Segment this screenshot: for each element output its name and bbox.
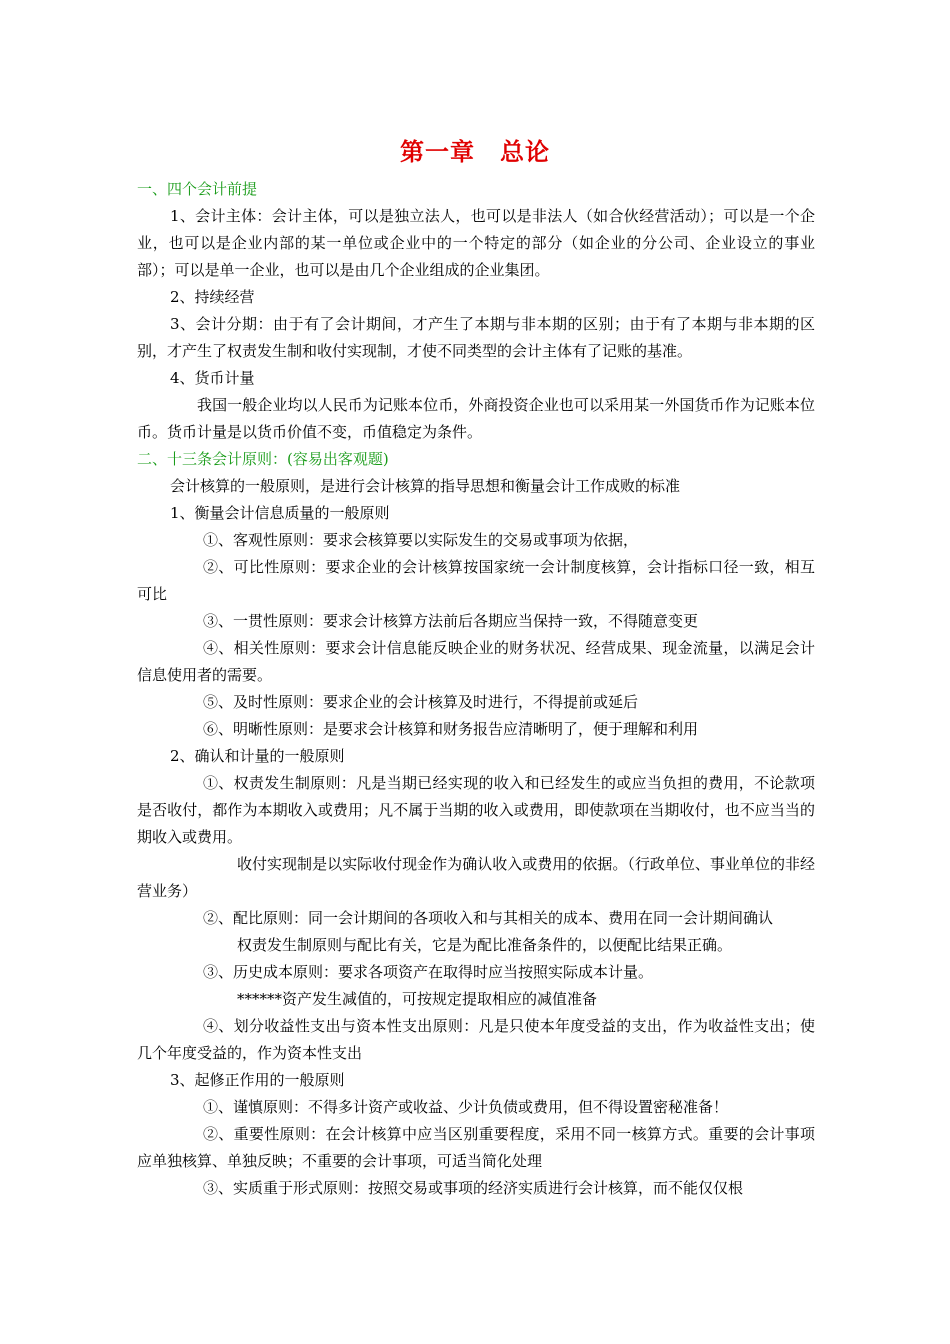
- paragraph: ④、相关性原则：要求会计信息能反映企业的财务状况、经营成果、现金流量，以满足会计信息使用者的需要。: [137, 639, 815, 684]
- paragraph: ②、配比原则：同一会计期间的各项收入和与其相关的成本、费用在同一会计期间确认: [203, 909, 774, 927]
- paragraph: ③、历史成本原则：要求各项资产在取得时应当按照实际成本计量。: [203, 963, 654, 981]
- paragraph: 4、货币计量: [170, 369, 255, 387]
- paragraph: 1、会计主体：会计主体，可以是独立法人，也可以是非法人（如合伙经营活动）；可以是一个企业，也可以是企业内部的某一单位或企业中的一个特定的部分（如企业的分公司、企业设立的事业部）；可以是单一企业，也可以是由几个企业组成的企业集团。: [137, 207, 815, 279]
- paragraph: ①、权责发生制原则：凡是当期已经实现的收入和已经发生的或应当负担的费用，不论款项是否收付，都作为本期收入或费用；凡不属于当期的收入或费用，即使款项在当期收付，也不应当当的期收入或费用。: [137, 774, 815, 846]
- paragraph: ②、可比性原则：要求企业的会计核算按国家统一会计制度核算，会计指标口径一致，相互可比: [137, 558, 815, 603]
- paragraph: 3、会计分期：由于有了会计期间，才产生了本期与非本期的区别；由于有了本期与非本期的区别，才产生了权责发生制和收付实现制，才使不同类型的会计主体有了记账的基准。: [137, 315, 815, 360]
- paragraph: 权责发生制原则与配比有关，它是为配比准备条件的，以便配比结果正确。: [237, 936, 733, 954]
- paragraph: ⑤、及时性原则：要求企业的会计核算及时进行，不得提前或延后: [203, 693, 639, 711]
- paragraph: ⑥、明晰性原则：是要求会计核算和财务报告应清晰明了，便于理解和利用: [203, 720, 699, 738]
- paragraph: ******资产发生减值的，可按规定提取相应的减值准备: [237, 990, 598, 1008]
- paragraph: ②、重要性原则：在会计核算中应当区别重要程度，采用不同一核算方式。重要的会计事项应单独核算、单独反映；不重要的会计事项，可适当简化处理: [137, 1125, 815, 1170]
- paragraph: ①、客观性原则：要求会核算要以实际发生的交易或事项为依据，: [203, 531, 639, 549]
- paragraph: ③、一贯性原则：要求会计核算方法前后各期应当保持一致，不得随意变更: [203, 612, 699, 630]
- paragraph: 会计核算的一般原则，是进行会计核算的指导思想和衡量会计工作成败的标准: [170, 477, 681, 495]
- paragraph: ①、谨慎原则：不得多计资产或收益、少计负债或费用，但不得设置密秘准备！: [203, 1098, 729, 1116]
- section-heading: 一、四个会计前提: [137, 180, 258, 198]
- paragraph: 我国一般企业均以人民币为记账本位币，外商投资企业也可以采用某一外国货币作为记账本位币。货币计量是以货币价值不变，币值稳定为条件。: [137, 396, 815, 441]
- paragraph: ④、划分收益性支出与资本性支出原则：凡是只使本年度受益的支出，作为收益性支出；使几个年度受益的，作为资本性支出: [137, 1017, 815, 1062]
- document-body: [137, 176, 815, 1202]
- paragraph: 3、起修正作用的一般原则: [170, 1071, 345, 1089]
- paragraph: 2、确认和计量的一般原则: [170, 747, 345, 765]
- paragraph: 2、持续经营: [170, 288, 255, 306]
- paragraph: ③、实质重于形式原则：按照交易或事项的经济实质进行会计核算，而不能仅仅根: [203, 1179, 744, 1197]
- paragraph: 收付实现制是以实际收付现金作为确认收入或费用的依据。（行政单位、事业单位的非经营业务）: [137, 855, 815, 900]
- chapter-title: 第一章 总论: [400, 138, 550, 166]
- section-heading: 二、十三条会计原则：(容易出客观题): [137, 450, 389, 468]
- paragraph: 1、衡量会计信息质量的一般原则: [170, 504, 390, 522]
